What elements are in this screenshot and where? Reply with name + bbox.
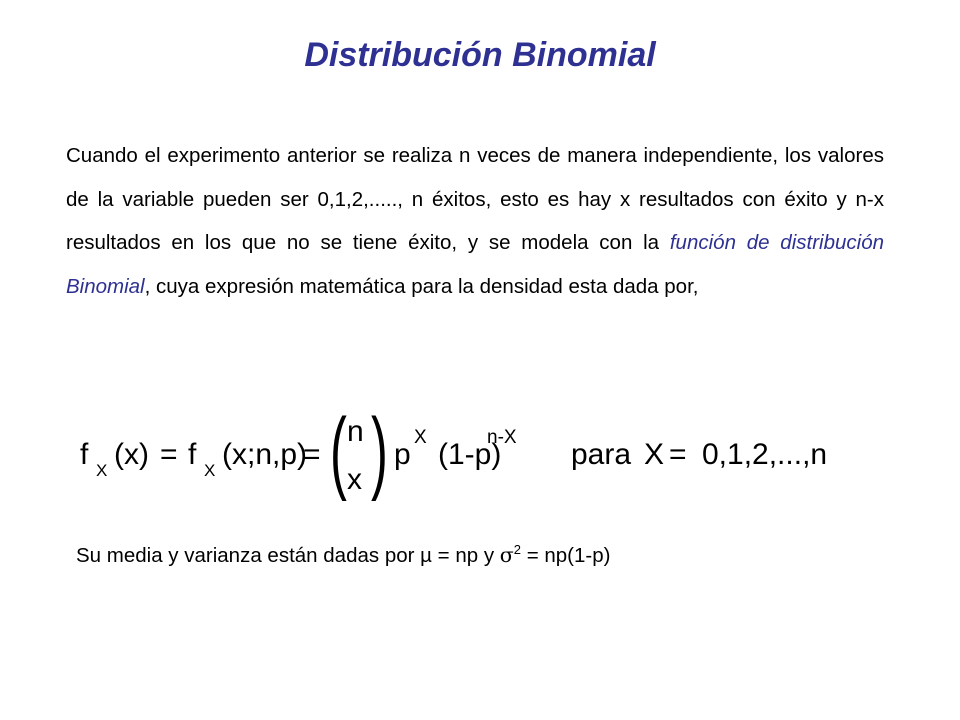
formula-arg2: (x;n,p): [222, 438, 308, 471]
formula-para: para: [571, 438, 632, 471]
formula-sub2: X: [204, 461, 216, 480]
summary-text-1: Su media y varianza están dadas por µ = np y: [76, 544, 500, 567]
mean-variance-statement: [76, 543, 610, 568]
summary-text-2: = np(1-p): [521, 544, 611, 567]
binom-right-paren: ): [371, 400, 388, 502]
binom-top: n: [347, 415, 364, 448]
formula-factor-exp: n-X: [487, 427, 517, 448]
formula-eq2: =: [303, 438, 321, 471]
formula-f2: f: [188, 438, 197, 471]
formula-range: 0,1,2,...,n: [702, 438, 828, 471]
formula-p-exp: X: [414, 427, 427, 448]
sigma-symbol: σ: [499, 543, 514, 567]
highlighted-term: función de distribución Binomial: [66, 231, 884, 298]
paragraph-text-1: Cuando el experimento anterior se realiza n veces de manera independiente, los valores de la variable pueden ser 0,1,2,....., n éxitos, esto es hay x resultados con éxito y n-x resultados en los que no se tiene éxito, y se modela con la: [66, 144, 884, 254]
formula-eq3: =: [669, 438, 687, 471]
slide-title: Distribución Binomial: [304, 36, 656, 74]
binom-left-paren: (: [330, 400, 347, 502]
binom-bottom: x: [347, 463, 362, 496]
formula-var: X: [644, 438, 665, 471]
formula-arg1: (x): [114, 438, 149, 471]
formula-factor: (1-p): [438, 438, 502, 471]
formula-sub1: X: [96, 461, 108, 480]
formula-p: p: [394, 438, 411, 471]
paragraph-text-2: , cuya expresión matemática para la densidad esta dada por,: [144, 274, 699, 298]
sigma-exponent: 2: [513, 542, 521, 558]
formula-f1: f: [80, 438, 89, 471]
formula-eq1: =: [160, 438, 178, 471]
